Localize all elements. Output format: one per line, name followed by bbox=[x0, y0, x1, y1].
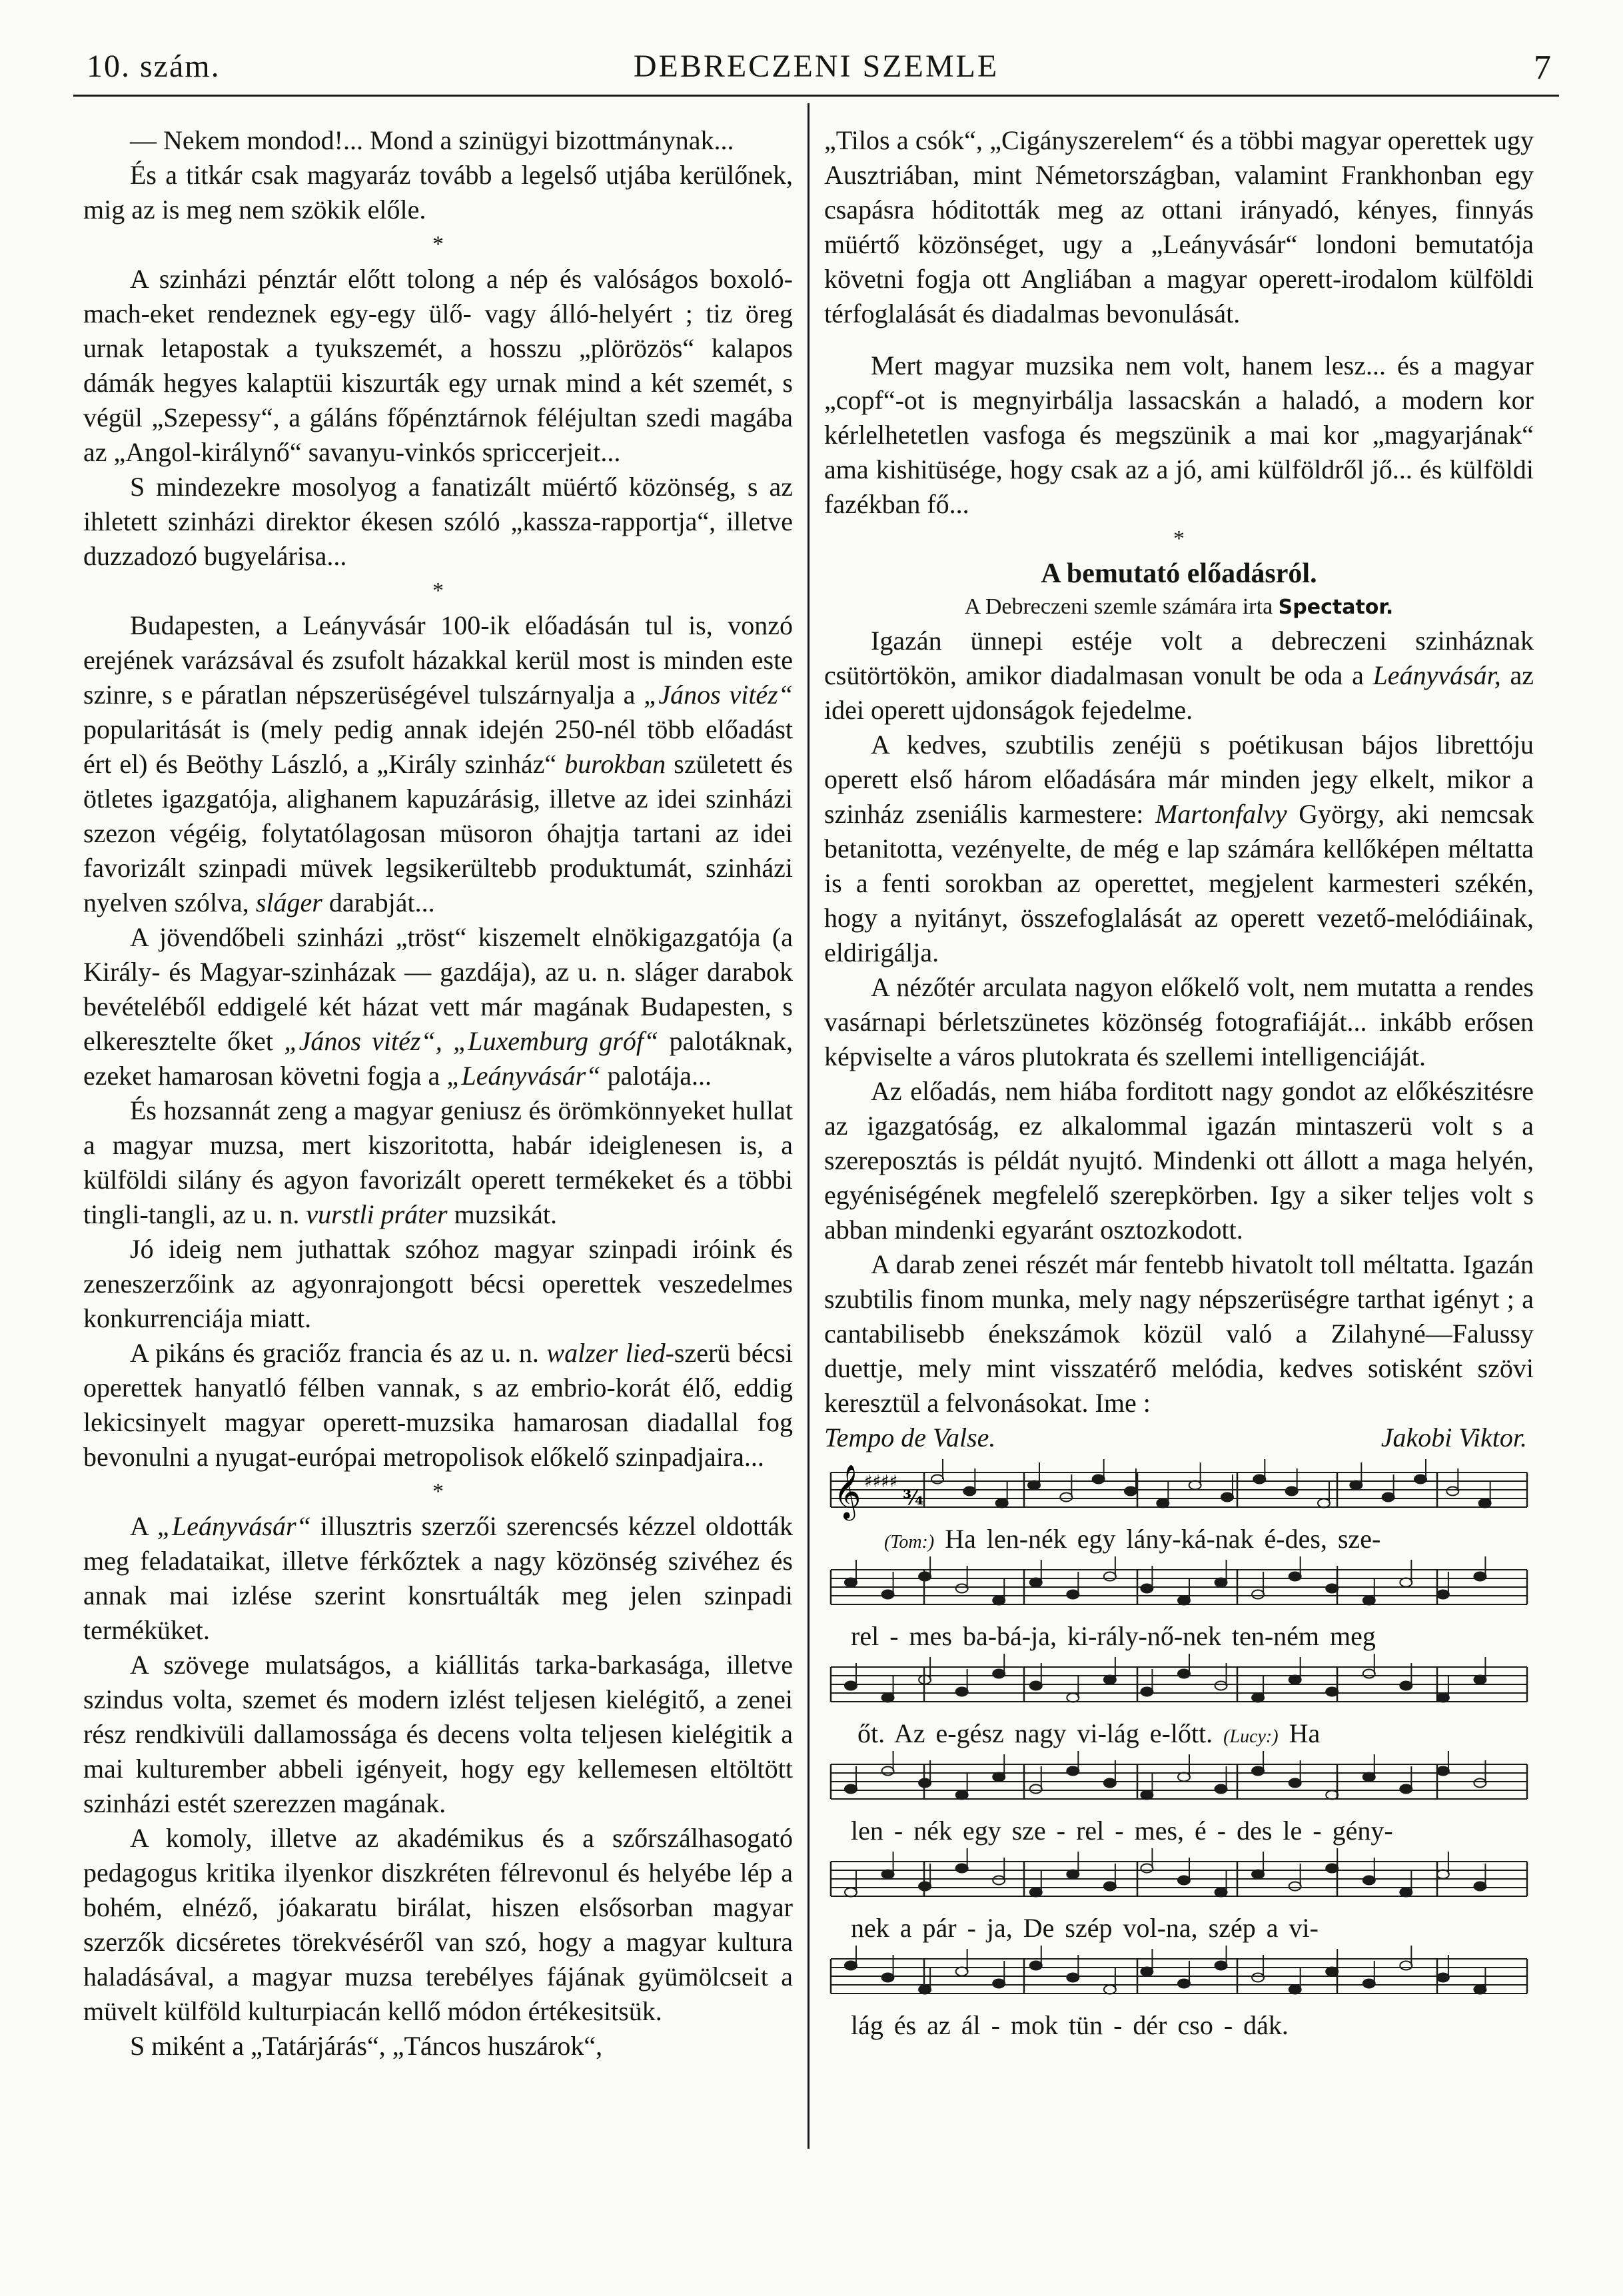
note-head bbox=[1318, 1499, 1330, 1508]
paragraph: A szövege mulatságos, a kiállitás tarka-barkasága, illetve szindus volta, szemet és modern izlést teljesen kielégitő, a zenei rész rendkivüli dallamossága és decens volta teljesen kielégitik a mai kulturember abbeli igényeit, hogy egy kellemesen eltöltött szinházi estét szerezzen magának. bbox=[83, 1650, 793, 1818]
note-head bbox=[1400, 1682, 1412, 1690]
header-rule bbox=[73, 95, 1559, 97]
paragraph: S mindezekre mosolyog a fanatizált müértő közönség, s az ihletett szinházi direktor ékesen szóló „kassza-rapportja“, illetve duzzadozó bugyelárisa... bbox=[83, 472, 793, 571]
note-head bbox=[993, 1670, 1005, 1678]
note-head bbox=[1414, 1475, 1426, 1484]
note-head bbox=[1253, 1475, 1265, 1484]
note-head bbox=[882, 1767, 894, 1776]
note-head bbox=[1474, 1572, 1486, 1581]
lyric-line: őt. Az e-gész nagy vi-lág e-lőtt. (Lucy:) Ha bbox=[857, 1718, 1321, 1748]
note-head bbox=[1141, 1688, 1153, 1696]
note-head bbox=[1289, 1986, 1301, 1994]
note-head bbox=[1289, 1676, 1301, 1684]
page-header bbox=[73, 41, 1559, 95]
note-head bbox=[1178, 1773, 1190, 1782]
paragraph: A nézőtér arculata nagyon előkelő volt, nem mutatta a rendes vasárnapi bérletszünetes közönség fotografiáját... inkább erősen képviselte a város plutokrata és szellemi intelligenciáját. bbox=[824, 972, 1534, 1071]
section-separator: * bbox=[432, 232, 444, 257]
tempo-marking: Tempo de Valse. bbox=[824, 1423, 996, 1452]
note-head bbox=[1178, 1670, 1190, 1678]
note-head bbox=[1479, 1499, 1491, 1508]
staff bbox=[824, 1556, 1534, 1630]
paragraph: A kedves, szubtilis zenéjü s poétikusan bájos librettóju operett első három előadására már minden jegy elkelt, mikor a szinház zseniális karmestere: Martonfalvy György, aki nemcsak betanitotta, vezényelte, de még e lap számára kellőképen méltatta is a fenti sorokban az operettet, megjelent karmesteri székén, hogy a nyitányt, összefoglalását az operett vezető-melódiáinak, eldirigálja. bbox=[824, 730, 1534, 967]
note-head bbox=[1326, 1864, 1338, 1873]
note-head bbox=[1030, 1682, 1042, 1690]
note-head bbox=[1363, 1773, 1375, 1782]
note-head bbox=[1252, 1870, 1264, 1879]
note-head bbox=[1289, 1572, 1301, 1581]
note-head bbox=[993, 1773, 1005, 1782]
note-head bbox=[1067, 1974, 1079, 1982]
note-head bbox=[956, 1688, 968, 1696]
note-head bbox=[1141, 1864, 1153, 1873]
lyric-line: lág és az ál - mok tün - dér cso - dák. bbox=[851, 2010, 1289, 2040]
note-head bbox=[956, 1584, 968, 1593]
journal-title: DEBRECZENI SZEMLE bbox=[633, 49, 999, 84]
note-head bbox=[1030, 1888, 1042, 1897]
note-head bbox=[845, 1578, 857, 1587]
note-head bbox=[1326, 1968, 1338, 1976]
note-head bbox=[1289, 1779, 1301, 1788]
treble-clef-icon: 𝄞 bbox=[833, 1464, 861, 1518]
note-head bbox=[1178, 1596, 1190, 1605]
note-head bbox=[882, 1694, 894, 1702]
section-separator: * bbox=[432, 1479, 444, 1504]
paragraph: A szinházi pénztár előtt tolong a nép és valóságos boxoló-mach-eket rendeznek egy-egy ülő- vagy álló-helyért ; tiz öreg urnak letapostak a tyukszemét, a hosszu „plörözös“ kalapos dámák hegyes kalaptüi kiszurták egy urnak mind a két szemét, s végül „Szepessy“, a gáláns főpénztárnok féléjultan szedi magába az „Angol-királynő“ savanyu-vinkós spriccerjeit... bbox=[83, 264, 793, 467]
note-head bbox=[1067, 1767, 1079, 1776]
note-head bbox=[1400, 1962, 1412, 1970]
left-column bbox=[83, 123, 793, 2063]
note-head bbox=[1028, 1481, 1040, 1490]
note-head bbox=[993, 1596, 1005, 1605]
note-head bbox=[1252, 1590, 1264, 1599]
music-system bbox=[824, 1848, 1534, 1942]
section-separator: * bbox=[432, 578, 444, 603]
music-system bbox=[824, 1654, 1534, 1747]
note-head bbox=[1437, 1590, 1449, 1599]
paragraph: A komoly, illetve az akadémikus és a szőrszálhasogató pedagogus kritika ilyenkor diszkréten félrevonul és helyébe lép a bohém, elnéző, jóakaratu birálat, hiszen elsősorban magyar szerzők dicséretes törekvéséről van szó, hogy a magyar kultura haladásával, a magyar muzsa terebélyes fájának gyümölcseit a müvelt külföld kulturpiacán kellő módon értékesitsük. bbox=[83, 1823, 793, 2026]
paragraph: Mert magyar muzsika nem volt, hanem lesz... és a magyar „copf“-ot is megnyirbálja lassacskán a haladó, a modern kor kérlelhetetlen vasfoga és megszünik a mai kor „magyarjának“ ama kishitüsége, hogy csak az a jó, ami külföldről jő... és külföldi fazékban fő... bbox=[824, 350, 1534, 519]
note-head bbox=[1289, 1882, 1301, 1891]
note-head bbox=[1474, 1986, 1486, 1994]
note-head bbox=[1363, 1876, 1375, 1885]
note-head bbox=[845, 1888, 857, 1897]
paragraph: A „Leányvásár“ illusztris szerzői szerencsés kézzel oldották meg feladataikat, illetve férkőztek a nagy közönség szivéhez és annak mai izlése szerint konsrtuálták meg jelen szinpadi terméküket. bbox=[83, 1511, 793, 1645]
note-head bbox=[1400, 1888, 1412, 1897]
note-head bbox=[996, 1499, 1008, 1508]
note-head bbox=[1178, 1980, 1190, 1988]
section-separator: * bbox=[1173, 526, 1185, 551]
lyric-line: rel - mes ba-bá-ja, ki-rály-nő-nek ten-ném meg bbox=[851, 1621, 1376, 1651]
note-head bbox=[882, 1590, 894, 1599]
singer-role: (Lucy:) bbox=[1223, 1726, 1279, 1747]
note-head bbox=[1363, 1980, 1375, 1988]
note-head bbox=[1437, 1694, 1449, 1702]
note-head bbox=[1104, 1986, 1116, 1994]
paragraph: A pikáns és graciőz francia és az u. n. walzer lied-szerü bécsi operettek hanyatló félben vannak, s az embrio-korát élő, eddig lekicsinyelt magyar operett-muzsika hamarosan diadallal fog bevonulni a nyugat-európai metropolisok előkelő szinpadjaira... bbox=[83, 1338, 793, 1472]
note-head bbox=[919, 1986, 931, 1994]
column-divider bbox=[808, 103, 810, 2149]
right-column bbox=[824, 123, 1534, 2039]
note-head bbox=[1030, 1962, 1042, 1970]
note-head bbox=[919, 1572, 931, 1581]
note-head bbox=[845, 1682, 857, 1690]
note-head bbox=[1178, 1876, 1190, 1885]
paragraph: „Tilos a csók“, „Cigányszerelem“ és a többi magyar operettek ugy Ausztriában, mint Németországban, valamint Frankhonban egy csapásra hóditották meg az ottani irányadó, kényes, finnyás müértő közönséget, ugy a „Leányvásár“ londoni bemutatója követni fogja ott Angliában a magyar operett-irodalom külföldi térfoglalását és diadalmas bevonulását. bbox=[824, 125, 1534, 328]
note-head bbox=[1215, 1888, 1227, 1897]
byline: A Debreczeni szemle számára irta Spectator. bbox=[964, 594, 1394, 619]
key-signature-icon: ♯♯♯♯ bbox=[864, 1472, 898, 1492]
note-head bbox=[1474, 1676, 1486, 1684]
note-head bbox=[993, 1980, 1005, 1988]
music-heading bbox=[824, 1421, 1534, 1455]
note-head bbox=[919, 1882, 931, 1891]
note-head bbox=[1104, 1676, 1116, 1684]
note-head bbox=[1125, 1487, 1137, 1496]
note-head bbox=[882, 1870, 894, 1879]
note-head bbox=[1215, 1962, 1227, 1970]
music-score bbox=[824, 1459, 1534, 2039]
note-head bbox=[1252, 1974, 1264, 1982]
note-head bbox=[1363, 1596, 1375, 1605]
note-head bbox=[956, 1791, 968, 1800]
note-head bbox=[845, 1785, 857, 1794]
issue-number: 10. szám. bbox=[87, 49, 221, 84]
paragraph: És a titkár csak magyaráz tovább a legelső utjába kerülőnek, mig az is meg nem szökik előle. bbox=[83, 160, 793, 225]
staff bbox=[824, 1654, 1534, 1727]
note-head bbox=[1104, 1882, 1116, 1891]
note-head bbox=[919, 1779, 931, 1788]
note-head bbox=[845, 1962, 857, 1970]
note-head bbox=[1215, 1578, 1227, 1587]
page-number: 7 bbox=[1534, 49, 1552, 87]
paragraph: — Nekem mondod!... Mond a szinügyi bizottmánynak... bbox=[130, 125, 734, 155]
time-signature-icon: ¾ bbox=[903, 1486, 924, 1510]
note-head bbox=[1030, 1578, 1042, 1587]
paragraph: A jövendőbeli szinházi „tröst“ kiszemelt elnökigazgatója (a Király- és Magyar-szinházak — gazdája), az u. n. sláger darabok bevételéből eddigelé két házat vett már magának Budapesten, s elkeresztelte őket „János vitéz“, „Luxemburg gróf“ palotáknak, ezeket hamarosan követni fogja a „Leányvásár“ palotája... bbox=[83, 922, 793, 1091]
note-head bbox=[1252, 1694, 1264, 1702]
note-head bbox=[1437, 1870, 1449, 1879]
note-head bbox=[1141, 1968, 1153, 1976]
lyric-line: (Tom:) Ha len-nék egy lány-ká-nak é-des, sze- bbox=[884, 1524, 1381, 1554]
lyric-line: len - nék egy sze - rel - mes, é - des le - gény- bbox=[851, 1816, 1393, 1846]
paragraph: Budapesten, a Leányvásár 100-ik előadásán tul is, vonzó erejének varázsával és zsufolt házakkal kerül most is minden este szinre, s e páratlan népszerüségével tulszárnyalja a „János vitéz“ popularitását is (mely pedig annak idején 250-nél több előadást ért el) és Beöthy László, a „Király szinház“ burokban született és ötletes igazgatója, alighanem kapuzárásig, illetve az idei szinházi szezon végéig, folytatólagosan müsoron óhajtja tartani az idei favorizált szinpadi müvek legsikerültebb produktumát, szinházi nyelven szólva, sláger darabját... bbox=[83, 610, 793, 917]
note-head bbox=[1363, 1670, 1375, 1678]
music-system bbox=[824, 1459, 1534, 1552]
note-head bbox=[1215, 1682, 1227, 1690]
section-title: A bemutató előadásról. bbox=[1041, 558, 1317, 589]
note-head bbox=[1474, 1779, 1486, 1788]
singer-role: (Tom:) bbox=[884, 1532, 935, 1552]
note-head bbox=[1437, 1767, 1449, 1776]
staff bbox=[824, 1848, 1534, 1922]
paragraph: Igazán ünnepi estéje volt a debreczeni szinháznak csütörtökön, amikor diadalmasan vonult be oda a Leányvásár, az idei operett ujdonságok fejedelme. bbox=[824, 626, 1534, 725]
note-head bbox=[882, 1974, 894, 1982]
music-system bbox=[824, 1751, 1534, 1844]
note-head bbox=[931, 1475, 943, 1484]
byline-author: Spectator. bbox=[1278, 596, 1394, 619]
note-head bbox=[963, 1487, 975, 1496]
note-head bbox=[1400, 1785, 1412, 1794]
note-head bbox=[1067, 1590, 1079, 1599]
note-head bbox=[1437, 1974, 1449, 1982]
note-head bbox=[1093, 1475, 1105, 1484]
note-head bbox=[1215, 1785, 1227, 1794]
note-head bbox=[1060, 1493, 1072, 1502]
note-head bbox=[956, 1864, 968, 1873]
paragraph: És hozsannát zeng a magyar geniusz és örömkönnyeket hullat a magyar muzsa, mert kiszoritotta, habár ideiglenesen is, a külföldi silány és agyon favorizált operett termékeket és a többi tingli-tangli, az u. n. vurstli práter muzsikát. bbox=[83, 1095, 793, 1229]
staff bbox=[824, 1459, 1534, 1532]
paragraph: S miként a „Tatárjárás“, „Táncos huszárok“, bbox=[130, 2031, 603, 2061]
staff bbox=[824, 1946, 1534, 2019]
note-head bbox=[1141, 1584, 1153, 1593]
note-head bbox=[1286, 1487, 1298, 1496]
paragraph: Jó ideig nem juthattak szóhoz magyar szinpadi iróink és zeneszerzőink az agyonrajongott bécsi operettek veszedelmes konkurrenciája miatt. bbox=[83, 1234, 793, 1333]
note-head bbox=[956, 1968, 968, 1976]
lyric-line: nek a pár - ja, De szép vol-na, szép a vi- bbox=[851, 1913, 1319, 1943]
note-head bbox=[1104, 1572, 1116, 1581]
note-head bbox=[1252, 1767, 1264, 1776]
paragraph: Az előadás, nem hiába forditott nagy gondot az előkészitésre az igazgatóság, ez alkalommal igazán mintaszerü volt s a szereposztás is példát nyujtó. Mindenki ott állott a maga helyén, egyéniségének megfelelő szerepkörben. Igy a siker teljes volt s abban mindenki egyaránt osztozkodott. bbox=[824, 1076, 1534, 1245]
note-head bbox=[1104, 1779, 1116, 1788]
note-head bbox=[1350, 1481, 1362, 1490]
note-head bbox=[1157, 1499, 1169, 1508]
note-head bbox=[1446, 1487, 1458, 1496]
note-head bbox=[1326, 1791, 1338, 1800]
note-head bbox=[1189, 1481, 1201, 1490]
paragraph: A darab zenei részét már fentebb hivatolt toll méltatta. Igazán szubtilis finom munka, mely nagy népszerüségre tarthat igényt ; a cantabilisebb énekszámok közül való a Zilahyné—Falussy duettje, mely mint visszatérő melódia, kedves sotisként szövi keresztül a felvonásokat. Ime : bbox=[824, 1249, 1534, 1418]
note-head bbox=[1067, 1870, 1079, 1879]
music-system bbox=[824, 1946, 1534, 2039]
music-system bbox=[824, 1556, 1534, 1650]
note-head bbox=[1326, 1688, 1338, 1696]
note-head bbox=[1474, 1882, 1486, 1891]
note-head bbox=[1141, 1791, 1153, 1800]
note-head bbox=[993, 1876, 1005, 1885]
note-head bbox=[1030, 1785, 1042, 1794]
note-head bbox=[1382, 1493, 1394, 1502]
note-head bbox=[1221, 1493, 1233, 1502]
note-head bbox=[1400, 1578, 1412, 1587]
note-head bbox=[1067, 1694, 1079, 1702]
note-head bbox=[1326, 1584, 1338, 1593]
staff bbox=[824, 1751, 1534, 1824]
composer-name: Jakobi Viktor. bbox=[1380, 1423, 1527, 1452]
